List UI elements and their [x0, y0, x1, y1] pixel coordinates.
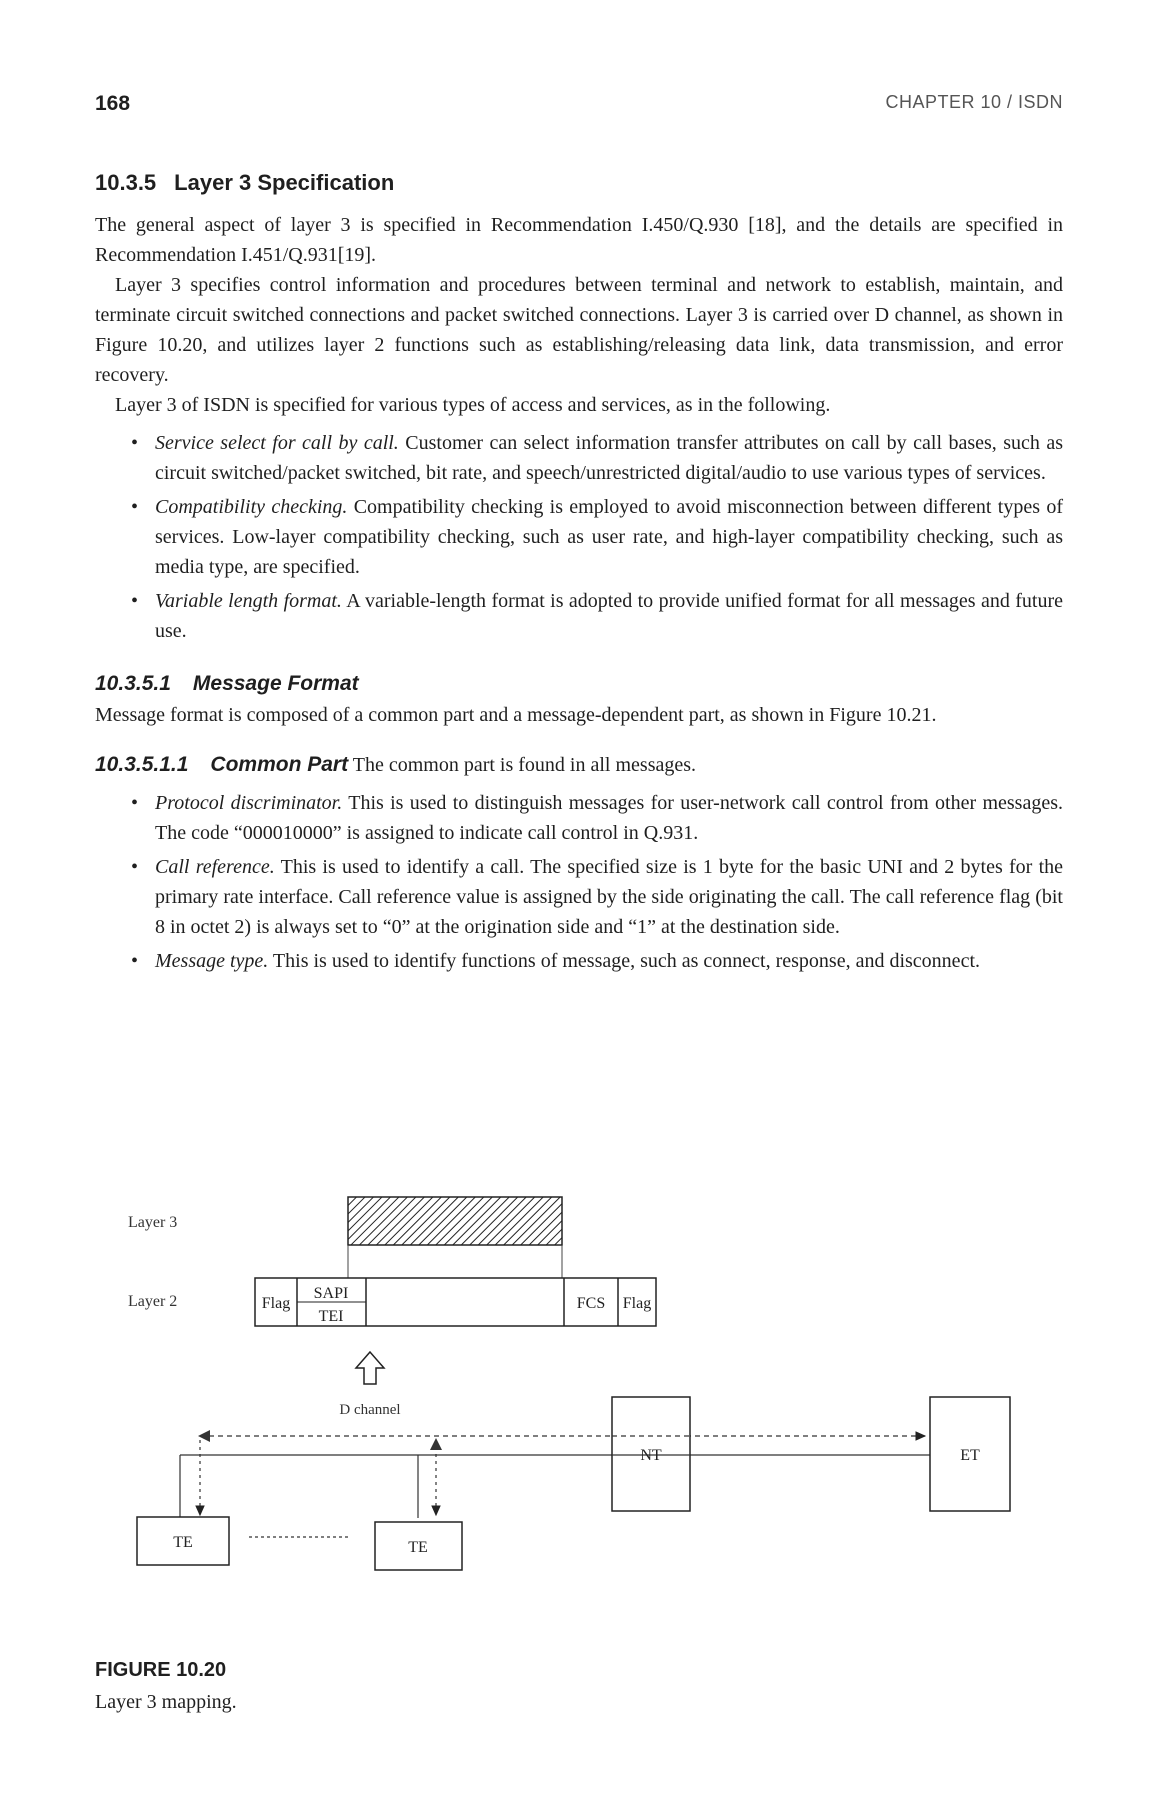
fcs-field: FCS [576, 1295, 606, 1312]
bullet-icon: • [131, 792, 139, 814]
te1-label: TE [173, 1534, 193, 1551]
layer2-label: Layer 2 [128, 1293, 178, 1310]
d-channel-label: D channel [339, 1402, 401, 1418]
list-term: Service select for call by call. [155, 432, 399, 454]
layer3-block [348, 1197, 562, 1245]
section-title: Layer 3 Specification [174, 170, 395, 195]
bullet-icon: • [131, 590, 139, 612]
figure-label: FIGURE 10.20 [95, 1659, 227, 1681]
section-number: 10.3.5 [95, 170, 157, 195]
figure-caption [95, 1655, 237, 1717]
list-text: This is used to identify a call. The specified size is 1 byte for the basic UNI and 2 bytes for the primary rate interface. Call reference value is assigned by the side originating the call. The call reference flag (bit 8 in octet 2) is always set to “0” at the origination side and “1” at the destination side. [155, 856, 1063, 938]
list-text: A variable-length format is adopted to provide unified format for all messages and future use. [155, 590, 1063, 642]
paragraph: Layer 3 specifies control information and procedures between terminal and network to establish, maintain, and terminate circuit switched connections and packet switched connections. Layer 3 is carried over D channel, as shown in Figure 10.20, and utilizes layer 2 functions such as establishing/releasing data link, data transmission, and error recovery. [95, 274, 1063, 386]
et-label: ET [960, 1447, 980, 1464]
list-term: Protocol discriminator. [155, 792, 343, 814]
figure-caption-text: Layer 3 mapping. [95, 1691, 237, 1713]
list-text: This is used to identify functions of message, such as connect, response, and disconnect. [268, 950, 980, 972]
layer3-label: Layer 3 [128, 1214, 178, 1231]
subsection-title: Message Format [192, 672, 359, 695]
nt-label: NT [640, 1447, 662, 1464]
bullet-icon: • [131, 856, 139, 878]
flag-left-field: Flag [261, 1295, 291, 1312]
list-text: This is used to distinguish messages for user-network call control from other messages. The code “000010000” is assigned to indicate call control in Q.931. [155, 792, 1064, 844]
list-term: Variable length format. [155, 590, 342, 612]
bullet-icon: • [131, 432, 139, 454]
te2-label: TE [408, 1539, 428, 1556]
flag-right-field: Flag [622, 1295, 652, 1312]
paragraph: Message format is composed of a common part and a message-dependent part, as shown in Figure 10.21. [95, 704, 937, 726]
subsubsection-number: 10.3.5.1.1 [95, 753, 189, 776]
subsection-number: 10.3.5.1 [95, 672, 171, 695]
subsubsection-title: Common Part [210, 753, 349, 776]
list-term: Compatibility checking. [155, 496, 348, 518]
paragraph: The general aspect of layer 3 is specified in Recommendation I.450/Q.930 [18], and the details are specified in Recommendation I.451/Q.931[19]. [95, 214, 1063, 266]
arrow-up-icon [430, 1438, 442, 1450]
bullet-icon: • [131, 950, 139, 972]
list-term: Message type. [155, 950, 269, 972]
list-term: Call reference. [155, 856, 275, 878]
running-head: CHAPTER 10 / ISDN [885, 92, 1063, 112]
tei-field: TEI [318, 1308, 344, 1325]
list-text: Customer can select information transfer attributes on call by call bases, such as circuit switched/packet switched, bit rate, and speech/unrestricted digital/audio to use various types of services. [155, 432, 1063, 484]
up-arrow-icon [356, 1352, 384, 1384]
sapi-field: SAPI [313, 1285, 349, 1302]
paragraph: Layer 3 of ISDN is specified for various types of access and services, as in the following. [115, 394, 831, 416]
bullet-icon: • [131, 496, 139, 518]
list-text: Compatibility checking is employed to avoid misconnection between different types of services. Low-layer compatibility checking, such as user rate, and high-layer compatibility checking, such as media type, are specified. [155, 496, 1063, 578]
subsubsection-lead: The common part is found in all messages. [348, 754, 697, 776]
page-number: 168 [95, 92, 131, 115]
